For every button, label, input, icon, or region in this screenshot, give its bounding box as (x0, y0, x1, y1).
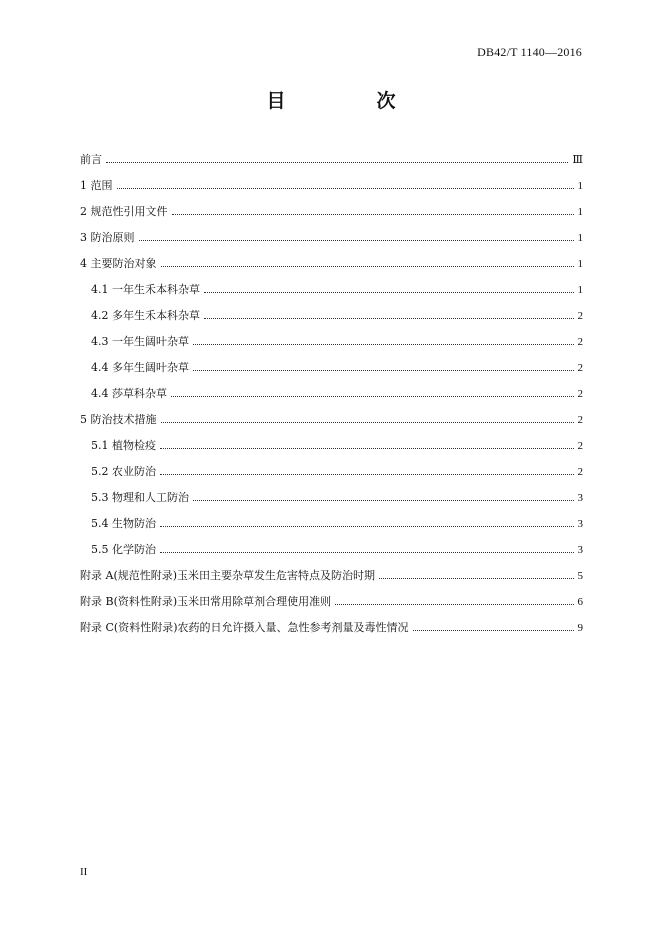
toc-entry-page: 2 (577, 414, 583, 426)
toc-entry-label: 4.4 莎草科杂草 (91, 387, 167, 400)
toc-entry-page: 1 (577, 284, 583, 296)
toc-entry[interactable] (80, 615, 583, 641)
toc-entry-label: 5.3 物理和人工防治 (91, 491, 189, 504)
toc-entry[interactable] (80, 199, 583, 225)
toc-entry-label: 5.5 化学防治 (91, 543, 156, 556)
toc-entry[interactable] (80, 225, 583, 251)
toc-dot-leader (160, 447, 574, 449)
toc-dot-leader (160, 473, 574, 475)
toc-dot-leader (379, 577, 573, 579)
toc-dot-leader (160, 551, 574, 553)
toc-entry[interactable] (80, 459, 583, 485)
toc-entry[interactable] (80, 563, 583, 589)
toc-entry[interactable] (80, 537, 583, 563)
toc-entry-page: 2 (577, 336, 583, 348)
toc-dot-leader (161, 265, 574, 267)
toc-dot-leader (117, 187, 574, 189)
toc-entry[interactable] (80, 329, 583, 355)
toc-entry-label: 4 主要防治对象 (80, 257, 157, 270)
toc-dot-leader (106, 161, 568, 163)
toc-dot-leader (335, 603, 573, 605)
toc-entry-label: 5 防治技术措施 (80, 413, 157, 426)
toc-entry-label: 前言 (80, 153, 102, 166)
toc-dot-leader (139, 239, 574, 241)
toc-entry-page: 9 (577, 622, 583, 634)
page-title: 目 次 (266, 90, 432, 112)
page-number: II (80, 866, 88, 878)
toc-entry-label: 4.1 一年生禾本科杂草 (91, 283, 200, 296)
table-of-contents (80, 147, 583, 641)
toc-entry-page: 3 (577, 492, 583, 504)
toc-entry-page: 1 (577, 232, 583, 244)
toc-entry-label: 5.1 植物检疫 (91, 439, 156, 452)
toc-dot-leader (193, 369, 574, 371)
toc-entry-label: 附录 C(资料性附录)农药的日允许摄入量、急性参考剂量及毒性情况 (80, 621, 409, 634)
toc-entry-page: 2 (577, 388, 583, 400)
toc-entry-label: 附录 B(资料性附录)玉米田常用除草剂合理使用准则 (80, 595, 332, 608)
toc-entry[interactable] (80, 173, 583, 199)
toc-entry-page: 3 (577, 518, 583, 530)
toc-entry[interactable] (80, 589, 583, 615)
toc-entry-page: 1 (577, 180, 583, 192)
toc-entry[interactable] (80, 277, 583, 303)
toc-entry[interactable] (80, 381, 583, 407)
toc-entry-label: 5.2 农业防治 (91, 465, 156, 478)
toc-entry[interactable] (80, 407, 583, 433)
toc-dot-leader (172, 213, 574, 215)
toc-dot-leader (160, 525, 574, 527)
toc-entry-page: 2 (577, 310, 583, 322)
toc-entry-label: 5.4 生物防治 (91, 517, 156, 530)
toc-entry-page: 6 (577, 596, 583, 608)
toc-entry-page: 1 (577, 206, 583, 218)
toc-entry-label: 4.4 多年生阔叶杂草 (91, 361, 189, 374)
toc-entry[interactable] (80, 251, 583, 277)
toc-entry-page: 2 (577, 466, 583, 478)
toc-entry[interactable] (80, 355, 583, 381)
toc-entry-page: 5 (577, 570, 583, 582)
toc-entry[interactable] (80, 485, 583, 511)
toc-entry-label: 附录 A(规范性附录)玉米田主要杂草发生危害特点及防治时期 (80, 569, 376, 582)
toc-dot-leader (204, 317, 574, 319)
toc-entry-label: 1 范围 (80, 179, 113, 192)
toc-entry-page: 2 (577, 362, 583, 374)
toc-dot-leader (193, 499, 574, 501)
toc-dot-leader (171, 395, 574, 397)
toc-entry[interactable] (80, 147, 583, 173)
toc-dot-leader (204, 291, 574, 293)
toc-entry-page: 1 (577, 258, 583, 270)
toc-entry-label: 4.2 多年生禾本科杂草 (91, 309, 200, 322)
toc-dot-leader (413, 629, 574, 631)
toc-entry[interactable] (80, 511, 583, 537)
toc-entry[interactable] (80, 433, 583, 459)
toc-entry-page: 2 (577, 440, 583, 452)
toc-entry-page: Ⅲ (572, 154, 583, 166)
standard-code: DB42/T 1140—2016 (477, 45, 582, 59)
toc-entry-label: 4.3 一年生阔叶杂草 (91, 335, 189, 348)
toc-dot-leader (161, 421, 574, 423)
toc-entry-page: 3 (577, 544, 583, 556)
toc-entry-label: 2 规范性引用文件 (80, 205, 168, 218)
toc-dot-leader (193, 343, 574, 345)
toc-entry[interactable] (80, 303, 583, 329)
toc-entry-label: 3 防治原则 (80, 231, 135, 244)
